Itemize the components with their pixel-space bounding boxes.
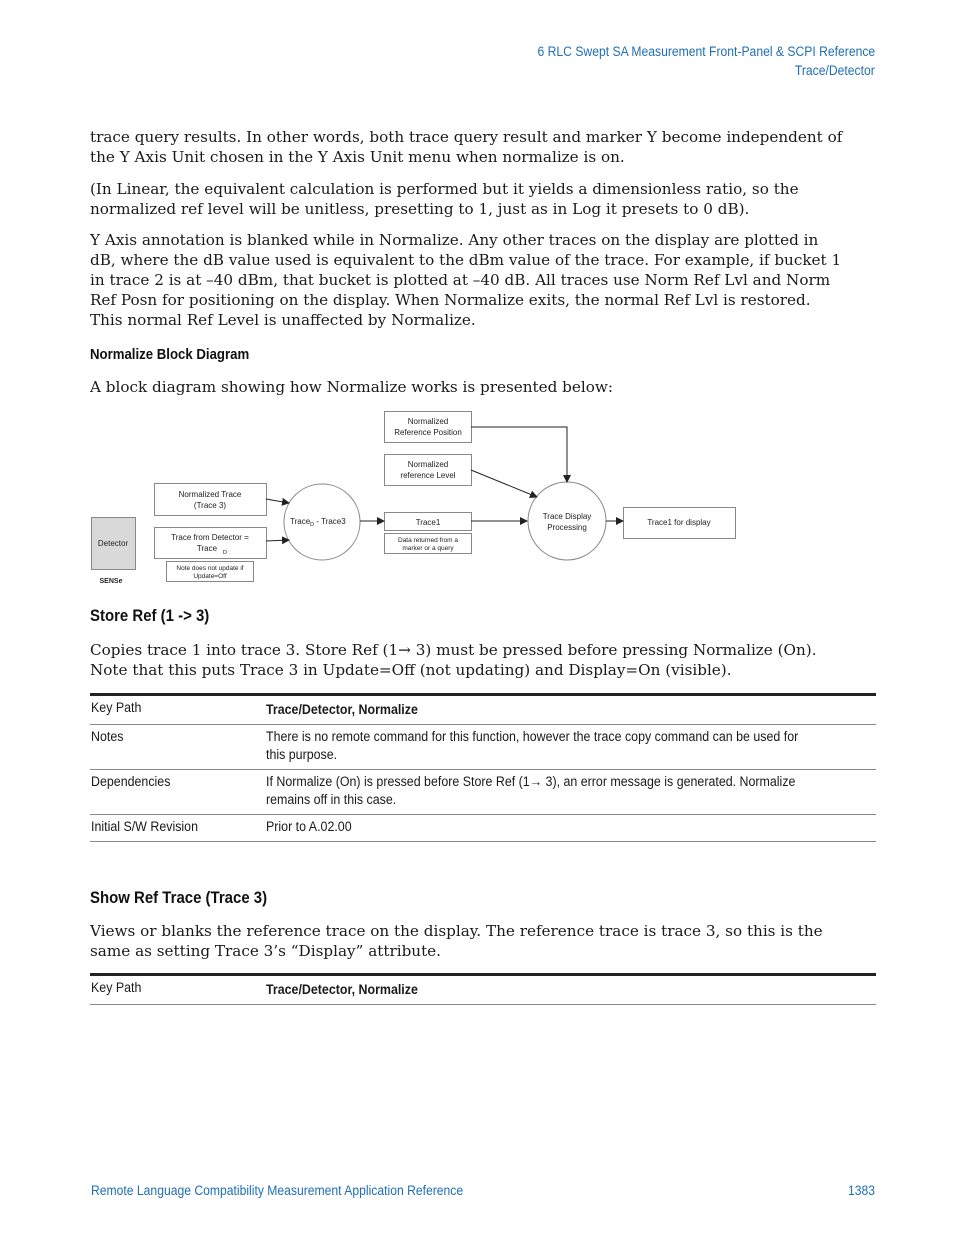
subscript: D [223,550,227,556]
box-label: Trace1 for display [647,518,711,527]
paragraph-line: normalized ref level will be unitless, presetting to 1, just as in Log it presets to 0 dB). [90,200,750,218]
running-header-chapter: 6 RLC Swept SA Measurement Front-Panel & SCPI Reference [537,44,875,59]
box-label: Reference Position [394,428,462,437]
trace1-for-display-box [624,508,736,539]
circle-label: Processing [547,523,587,532]
arrow-ref-position-to-processing [471,427,567,482]
detector-box [92,518,136,570]
running-header-section: Trace/Detector [795,63,875,78]
paragraph-line: Copies trace 1 into trace 3. Store Ref (1→ 3) must be pressed before pressing Normalize (On). [90,641,817,659]
circle-label: Trace$_D$ - Trace3 [290,517,346,528]
paragraph-line: A block diagram showing how Normalize works is presented below: [90,378,614,396]
table-cell-key: Notes [90,725,265,770]
heading-store-ref: Store Ref (1 -> 3) [90,606,210,625]
table-cell-value: If Normalize (On) is pressed before Store Ref (1→ 3), an error message is generated. Normalize remains off in this case. [265,770,876,815]
table-row [90,725,876,770]
normalized-trace-box [155,484,267,516]
heading-show-ref-trace: Show Ref Trace (Trace 3) [90,888,268,907]
paragraph-line: Note that this puts Trace 3 in Update=Off (not updating) and Display=On (visible). [90,661,732,679]
box-label: marker or a query [402,545,454,552]
paragraph-line: (In Linear, the equivalent calculation is performed but it yields a dimensionless ratio, so the [90,180,799,198]
page-number: 1383 [847,1183,875,1198]
data-returned-box [385,534,472,554]
table-cell-key: Key Path [90,695,265,725]
heading-block-diagram: Normalize Block Diagram [90,346,250,363]
paragraph-line: Ref Posn for positioning on the display. When Normalize exits, the normal Ref Lvl is restored. [90,291,811,309]
paragraph-line: trace query results. In other words, both trace query result and marker Y become independent of [90,128,843,146]
sense-label: SENSe [99,578,123,585]
box-label: (Trace 3) [193,501,227,510]
note-box [167,562,254,582]
trace-from-detector-box [155,528,267,559]
table-cell-value: There is no remote command for this function, however the trace copy command can be used for this purpose. [265,725,876,770]
paragraph-line: Y Axis annotation is blanked while in Normalize. Any other traces on the display are plotted in [90,231,819,249]
paragraph-line: the Y Axis Unit chosen in the Y Axis Unit menu when normalize is on. [90,148,625,166]
paragraph-line: in trace 2 is at –40 dBm, that bucket is plotted at –40 dB. All traces use Norm Ref Lvl and Norm [90,271,831,289]
show-ref-table [90,973,876,1005]
box-label: Detector [97,539,129,548]
table-cell-key: Key Path [90,975,265,1005]
table-row [90,975,876,1005]
box-label: Trace1 [415,518,441,527]
footer-title: Remote Language Compatibility Measurement Application Reference [91,1183,464,1198]
table-row [90,770,876,815]
table-cell-key: Initial S/W Revision [90,815,265,842]
paragraph-line: same as setting Trace 3’s “Display” attribute. [90,942,441,960]
arrow-norm-trace-to-diff [266,499,289,503]
difference-circle [284,484,360,560]
box-label: Trace from Detector = [171,533,249,542]
normalized-reference-level-box [385,455,472,486]
paragraph-line: This normal Ref Level is unaffected by Normalize. [90,311,476,329]
box-label: reference Level [400,471,456,480]
arrow-detector-to-diff [266,540,289,541]
paragraph-show-ref-trace [90,921,870,961]
normalized-reference-position-box [385,412,472,443]
normalize-block-diagram [0,0,954,600]
table-cell-value: Prior to A.02.00 [265,815,876,842]
trace1-box [385,513,472,531]
box-label: Data returned from a [398,537,458,544]
box-label: Trace [196,544,218,553]
box-label: Normalized Trace [178,490,242,499]
paragraph-line: Views or blanks the reference trace on the display. The reference trace is trace 3, so this is the [90,922,823,940]
box-label: Update=Off [193,573,227,580]
circle-label: Trace Display [542,512,592,521]
table-cell-key: Dependencies [90,770,265,815]
paragraph-store-ref [90,640,870,680]
table-row [90,815,876,842]
store-ref-table [90,693,876,842]
arrow-ref-level-to-processing [471,470,537,497]
table-cell-value: Trace/Detector, Normalize [265,695,876,725]
paragraph-line: dB, where the dB value used is equivalent to the dBm value of the trace. For example, if bucket 1 [90,251,842,269]
table-cell-value: Trace/Detector, Normalize [265,975,876,1005]
box-label: Normalized [407,460,449,469]
box-label: Note does not update if [176,565,244,572]
table-row [90,695,876,725]
box-label: Normalized [407,417,449,426]
trace-display-processing-circle [528,482,606,560]
